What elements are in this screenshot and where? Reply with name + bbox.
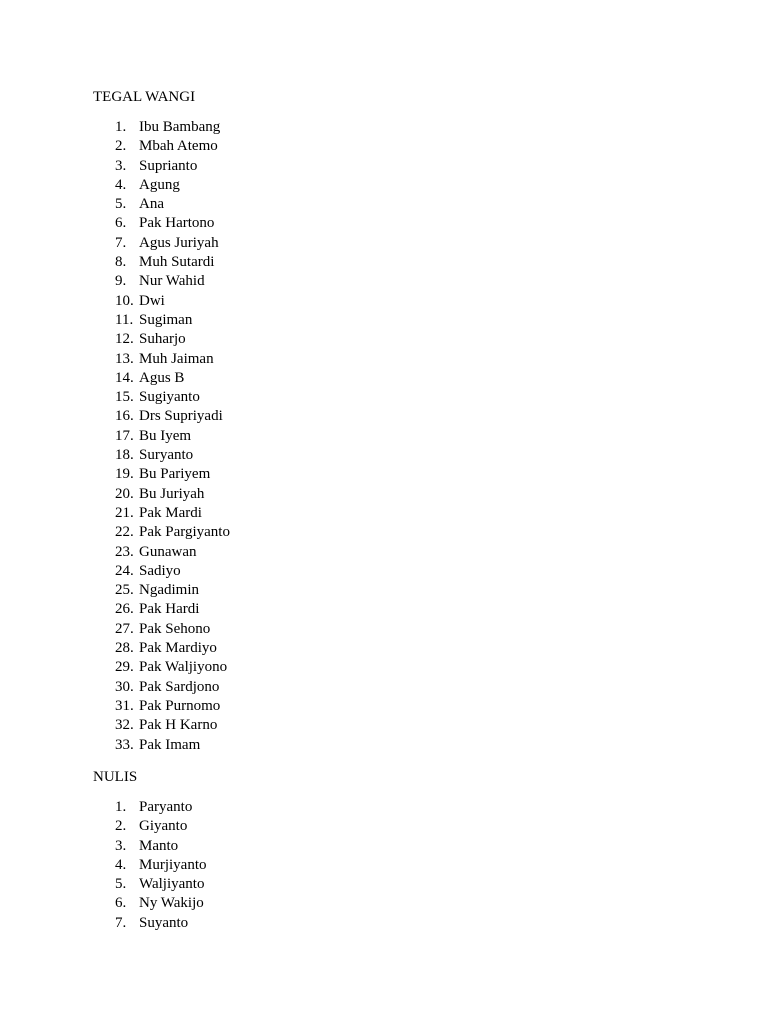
list-item-number: 14. [115, 369, 134, 386]
list-item-name: Pak Mardiyo [139, 640, 217, 657]
list-item-number: 26. [115, 601, 134, 618]
list-item-number: 12. [115, 331, 134, 348]
list-item-number: 27. [115, 620, 134, 637]
list-item-name: Sadiyo [139, 562, 181, 579]
list-item-name: Paryanto [139, 799, 193, 815]
list-item-name: Pak Purnomo [139, 697, 221, 714]
list-item-name: Dwi [139, 292, 165, 309]
list-item-number: 2. [115, 818, 127, 835]
list-item-number: 21. [115, 504, 134, 521]
list-item-number: 11. [115, 311, 134, 328]
list-item-name: Sugiyanto [139, 389, 200, 406]
list-item-name: Ibu Bambang [139, 119, 221, 135]
list-item-number: 20. [115, 485, 134, 502]
list-item-number: 7. [115, 234, 127, 251]
list-item-name: Suharjo [139, 331, 186, 348]
list-item-name: Muh Sutardi [139, 254, 215, 271]
section-title-tegal-wangi: TEGAL WANGI [93, 89, 196, 105]
list-item-number: 13. [115, 350, 134, 367]
list-item-number: 31. [115, 697, 134, 714]
list-item-number: 9. [115, 273, 127, 290]
list-item-number: 5. [115, 876, 127, 893]
list-item-name: Suprianto [139, 157, 198, 174]
list-item-name: Bu Juriyah [139, 485, 205, 502]
list-item-number: 3. [115, 837, 127, 854]
list-item-name: Pak Mardi [139, 504, 202, 521]
list-item-number: 18. [115, 447, 134, 464]
list-item-name: Manto [139, 837, 179, 854]
list-item-number: 8. [115, 254, 127, 271]
list-item-number: 16. [115, 408, 134, 425]
list-item-number: 22. [115, 524, 134, 541]
list-item-number: 24. [115, 562, 134, 579]
list-item-name: Sugiman [139, 311, 193, 328]
list-item-name: Ana [139, 196, 164, 213]
list-item-number: 1. [115, 799, 127, 815]
list-item-number: 10. [115, 292, 134, 309]
list-item-number: 29. [115, 659, 134, 676]
list-item-name: Giyanto [139, 818, 188, 835]
list-item-name: Drs Supriyadi [139, 408, 223, 425]
list-item-name: Suryanto [139, 447, 194, 464]
list-item-name: Agus Juriyah [139, 234, 219, 251]
list-item-name: Bu Pariyem [139, 466, 211, 483]
list-item-number: 33. [115, 736, 134, 753]
list-item-name: Gunawan [139, 543, 197, 560]
list-item-number: 6. [115, 895, 127, 912]
list-item-number: 5. [115, 196, 127, 213]
list-item-name: Bu Iyem [139, 427, 192, 444]
list-item-number: 15. [115, 389, 134, 406]
list-item-number: 23. [115, 543, 134, 560]
list-item-name: Pak Imam [139, 736, 201, 753]
list-item-number: 6. [115, 215, 127, 232]
list-item-name: Waljiyanto [139, 876, 205, 893]
list-item-name: Pak Hardi [139, 601, 200, 618]
list-item-number: 17. [115, 427, 134, 444]
list-item-number: 7. [115, 914, 127, 931]
list-item-name: Agung [139, 176, 180, 193]
list-item-number: 28. [115, 640, 134, 657]
list-item-name: Agus B [139, 369, 185, 386]
list-item-name: Ny Wakijo [139, 895, 204, 912]
list-item-name: Ngadimin [139, 582, 199, 599]
list-item-name: Pak Sehono [139, 620, 211, 637]
list-item-name: Suyanto [139, 914, 189, 931]
list-item-number: 4. [115, 856, 127, 873]
list-item-number: 19. [115, 466, 134, 483]
list-item-number: 4. [115, 176, 127, 193]
list-item-name: Pak Hartono [139, 215, 215, 232]
list-item-number: 1. [115, 119, 127, 135]
list-item-name: Pak Sardjono [139, 678, 220, 695]
list-item-number: 2. [115, 138, 127, 155]
list-item-name: Pak Pargiyanto [139, 524, 230, 541]
list-item-number: 32. [115, 717, 134, 734]
list-item-name: Mbah Atemo [139, 138, 218, 155]
list-item-name: Muh Jaiman [139, 350, 214, 367]
list-item-number: 3. [115, 157, 127, 174]
list-item-name: Nur Wahid [139, 273, 205, 290]
list-item-name: Pak Waljiyono [139, 659, 228, 676]
section-title-nulis: NULIS [93, 769, 138, 785]
list-item-name: Pak H Karno [139, 717, 218, 734]
list-item-number: 25. [115, 582, 134, 599]
list-item-number: 30. [115, 678, 134, 695]
list-item-name: Murjiyanto [139, 856, 207, 873]
